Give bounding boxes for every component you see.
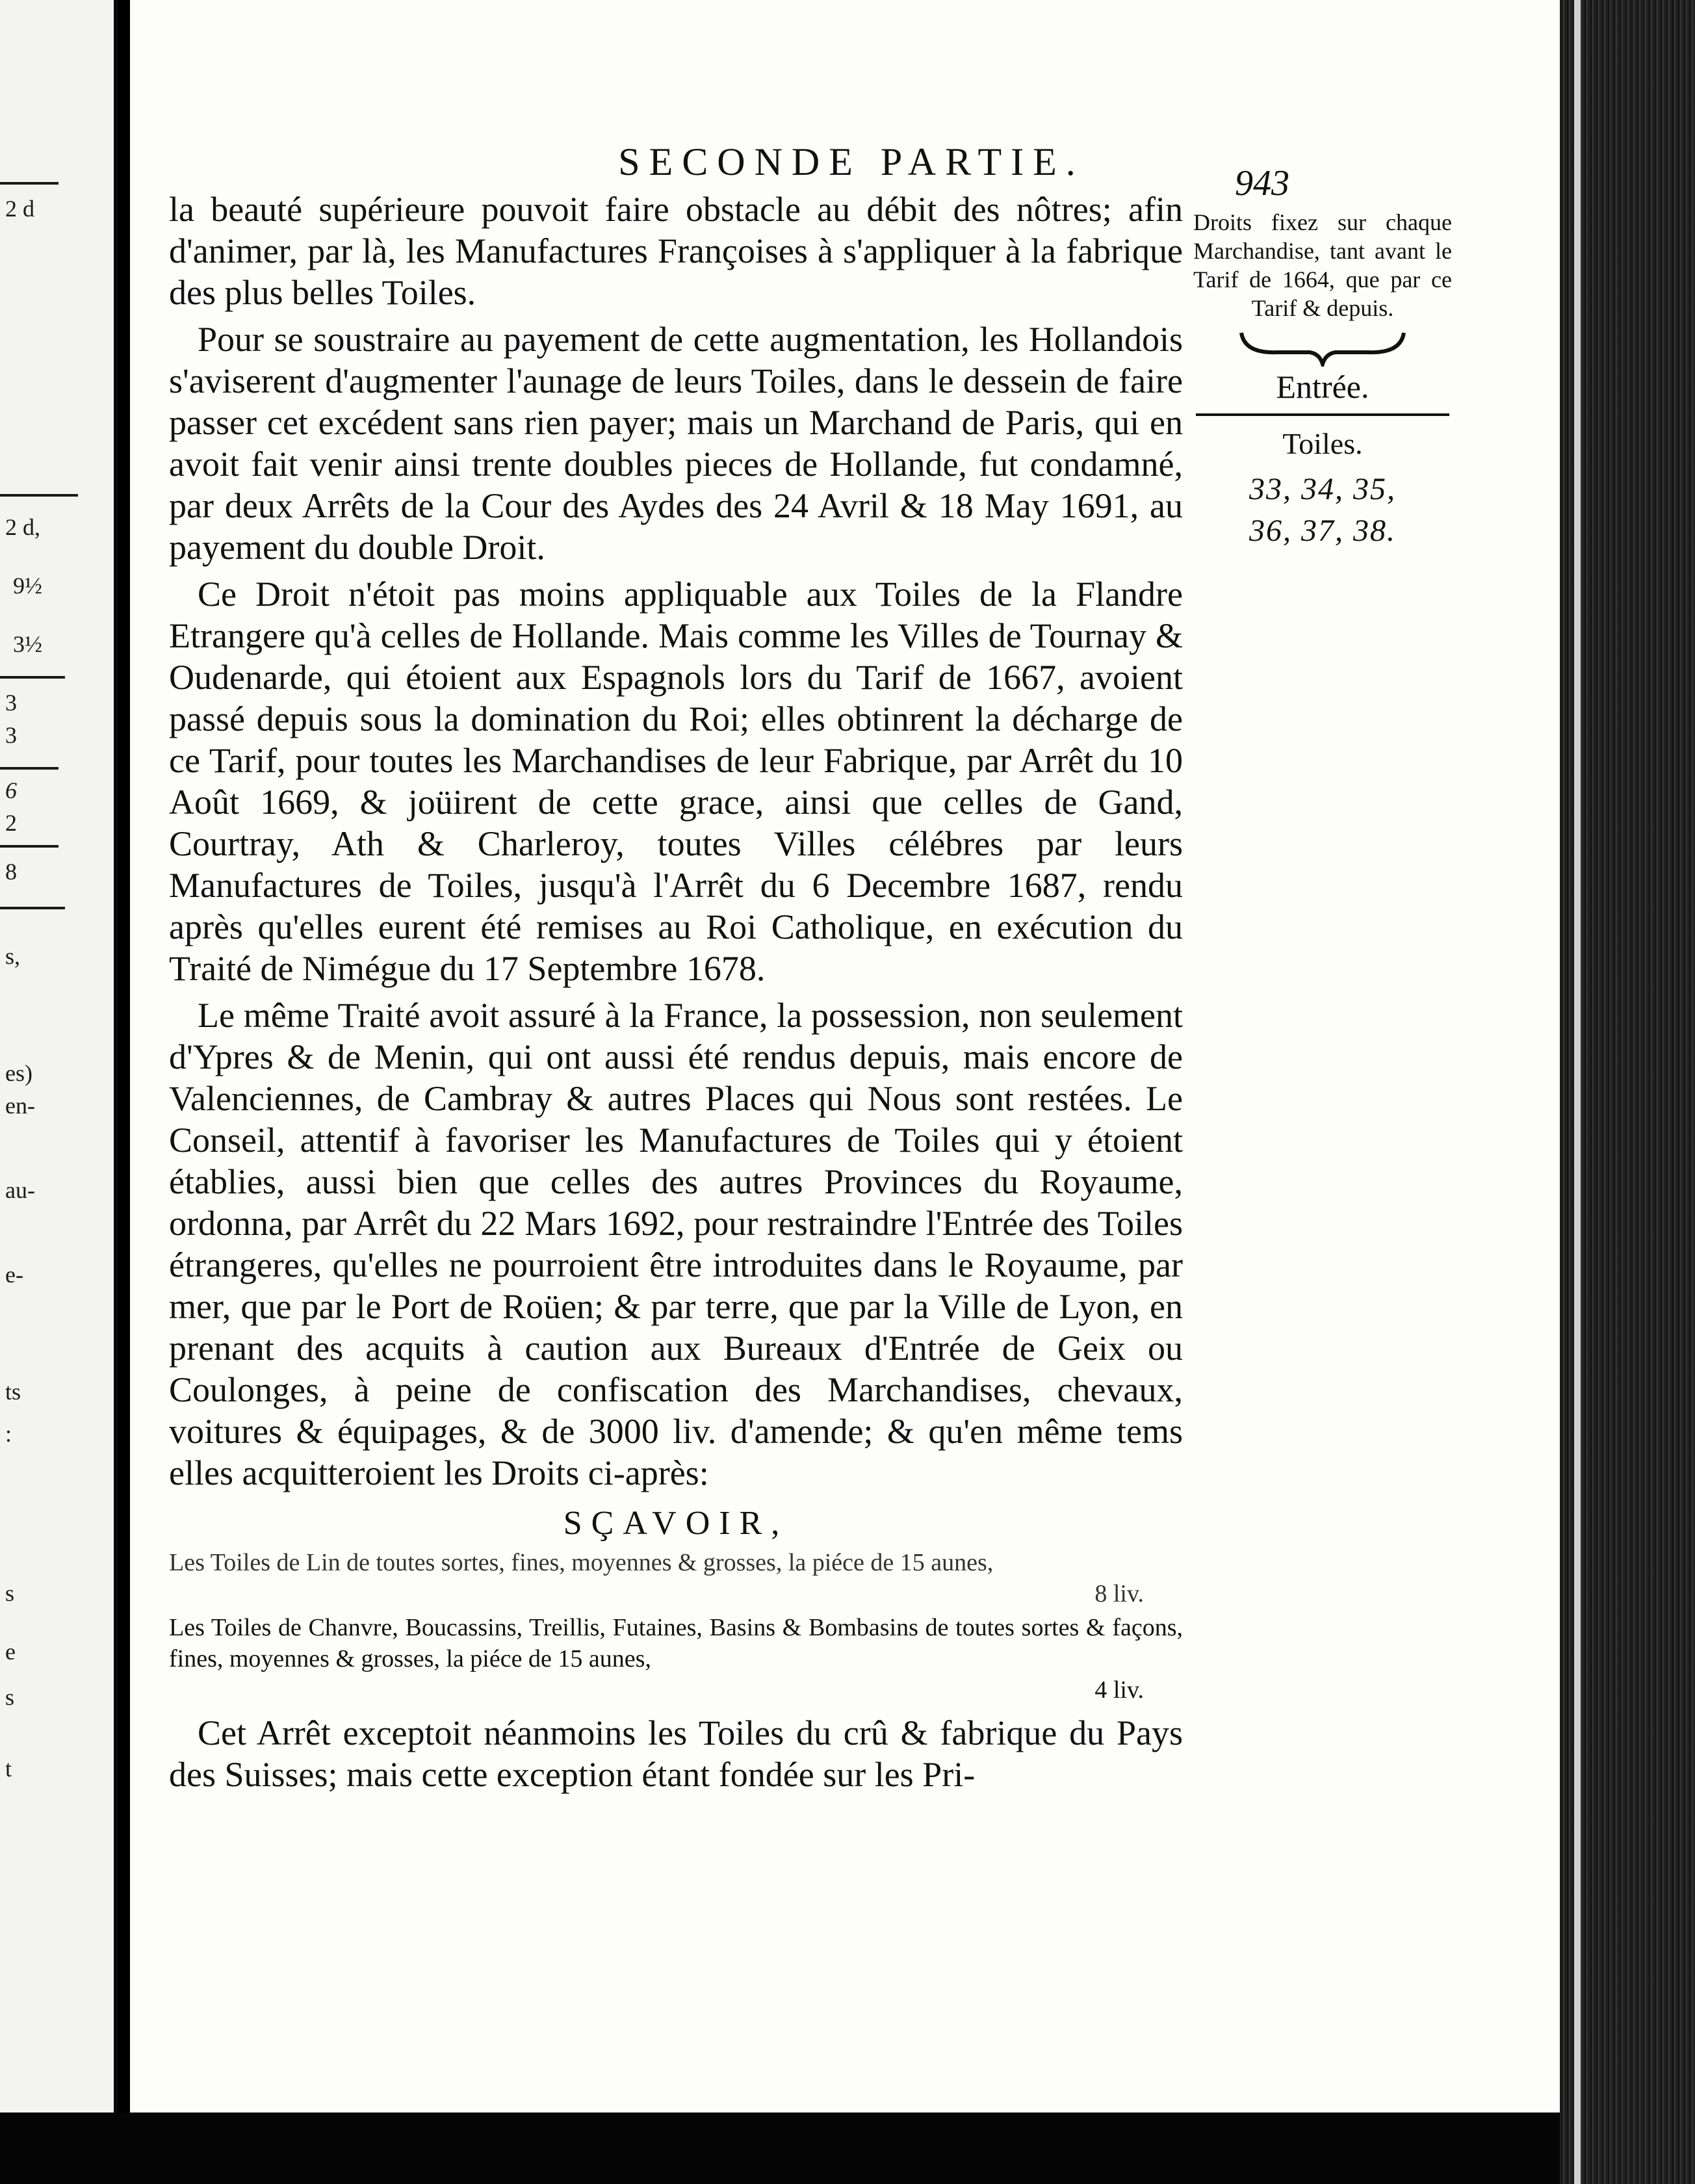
rule xyxy=(0,907,65,909)
scan-background xyxy=(0,2112,1560,2184)
facing-page-fragment: e- xyxy=(5,1262,23,1288)
facing-page-fragment: 3 xyxy=(5,690,17,716)
facing-page-fragment: es) xyxy=(5,1060,32,1086)
tariff-entry-linen xyxy=(169,1547,1183,1609)
facing-page-fragment: en- xyxy=(5,1093,35,1119)
facing-page-edge xyxy=(0,0,118,2112)
facing-page-fragment: 9½ xyxy=(13,573,42,599)
main-text xyxy=(169,188,1183,1795)
margin-topic: Toiles. xyxy=(1282,427,1363,460)
tariff-rate: 4 liv. xyxy=(1094,1676,1144,1704)
rule xyxy=(0,676,65,679)
rule xyxy=(0,845,58,848)
facing-page-fragment: s xyxy=(5,1684,15,1710)
book-page xyxy=(130,0,1560,2112)
paragraph: Cet Arrêt exceptoit néanmoins les Toiles du crû & fabrique du Pays des Suisses; mais cette exception étant fondée sur les Pri- xyxy=(169,1713,1183,1794)
rule xyxy=(0,182,58,185)
facing-page-fragment: 8 xyxy=(5,859,17,885)
margin-refs-line: 33, 34, 35, xyxy=(1249,472,1396,506)
paragraph: Pour se soustraire au payement de cette augmentation, les Hollandois s'aviserent d'augmenter l'aunage de leurs Toiles, dans le dessein de faire passer cet excédent sans rien payer; mais un Marchand de Paris, qui en avoit fait venir ainsi trente doubles pieces de Hollande, fut condamné, par deux Arrêts de la Cour des Aydes des 24 Avril & 18 May 1691, au payement du double Droit. xyxy=(169,320,1183,567)
marginal-note xyxy=(1189,208,1456,552)
paragraph: Le même Traité avoit assuré à la France, la possession, non seulement d'Ypres & de Menin, qui ont aussi été rendus depuis, mais encore de Valenciennes, de Cambray & autres Places qui Nous sont restées. Le Conseil, attentif à favoriser les Manufactures de Toiles qui y étoient établies, aussi bien que celles des autres Provinces du Royaume, ordonna, par Arrêt du 22 Mars 1692, pour restraindre l'Entrée des Toiles étrangeres, qu'elles ne pourroient être introduites dans le Royaume, par mer, que par le Port de Roüen; & par terre, que par la Ville de Lyon, en prenant des acquits à caution aux Bureaux d'Entrée de Geix ou Coulonges, à peine de confiscation des Marchandises, chevaux, voitures & équipages, & de 3000 liv. d'amende; & qu'en même tems elles acquitteroient les Droits ci-après: xyxy=(169,996,1183,1492)
paragraph: Ce Droit n'étoit pas moins appliquable aux Toiles de la Flandre Etrangere qu'à celles de Hollande. Mais comme les Villes de Tournay & Oudenarde, qui étoient aux Espagnols lors du Tarif de 1667, avoient passé depuis sous la domination du Roi; elles obtinrent la décharge de ce Tarif, pour toutes les Marchandises de leur Fabrique, par Arrêt du 10 Août 1669, & joüirent de cette grace, ainsi que celles de Gand, Courtray, Ath & Charleroy, toutes Villes célébres par leurs Manufactures de Toiles, jusqu'à l'Arrêt du 6 Decembre 1687, rendu après qu'elles eurent été remises au Roi Catholique, en exécution du Traité de Nimégue du 17 Septembre 1678. xyxy=(169,575,1183,988)
tariff-rate: 8 liv. xyxy=(1094,1580,1144,1607)
facing-page-fragment: 3½ xyxy=(13,631,42,657)
margin-rule xyxy=(1196,413,1449,416)
facing-page-fragment: 6 xyxy=(5,777,17,803)
book-edge-highlight xyxy=(1574,0,1581,2184)
facing-page-fragment: : xyxy=(5,1421,12,1447)
facing-page-fragment: s xyxy=(5,1580,15,1606)
facing-page-fragment: 3 xyxy=(5,722,17,748)
facing-page-fragment: t xyxy=(5,1756,12,1782)
margin-refs xyxy=(1189,469,1456,552)
margin-refs-line: 36, 37, 38. xyxy=(1249,514,1396,548)
rule xyxy=(0,494,78,497)
facing-page-fragment: e xyxy=(5,1639,16,1665)
paragraph: la beauté supérieure pouvoit faire obstacle au débit des nôtres; afin d'animer, par là, les Manufactures Françoises à s'appliquer à la fabrique des plus belles Toiles. xyxy=(169,190,1183,312)
facing-page-fragment: s, xyxy=(5,943,21,969)
book-edge xyxy=(1560,0,1695,2184)
brace-ornament xyxy=(1238,328,1407,367)
facing-page-fragment: 2 xyxy=(5,810,17,836)
facing-page-fragment: ts xyxy=(5,1379,21,1405)
margin-note-text: Droits fixez sur chaque Marchandise, tant avant le Tarif de 1664, que par ce Tarif & depuis. xyxy=(1193,209,1452,321)
tariff-text: Les Toiles de Lin de toutes sortes, fines, moyennes & grosses, la piéce de 15 aunes, xyxy=(169,1549,994,1576)
margin-section-label: Entrée. xyxy=(1276,369,1369,405)
tariff-entry-hemp xyxy=(169,1612,1183,1706)
rule xyxy=(0,767,58,770)
page-number: 943 xyxy=(1235,163,1289,203)
facing-page-fragment: au- xyxy=(5,1177,35,1203)
facing-page-fragment: 2 d, xyxy=(5,514,40,540)
facing-page-fragment: 2 d xyxy=(5,196,34,222)
scavoir-heading: SÇAVOIR, xyxy=(563,1505,789,1542)
tariff-text: Les Toiles de Chanvre, Boucassins, Treillis, Futaines, Basins & Bombasins de toutes sortes & façons, fines, moyennes & grosses, la piéce de 15 aunes, xyxy=(169,1614,1183,1672)
running-title: SECONDE PARTIE. xyxy=(618,140,1085,183)
